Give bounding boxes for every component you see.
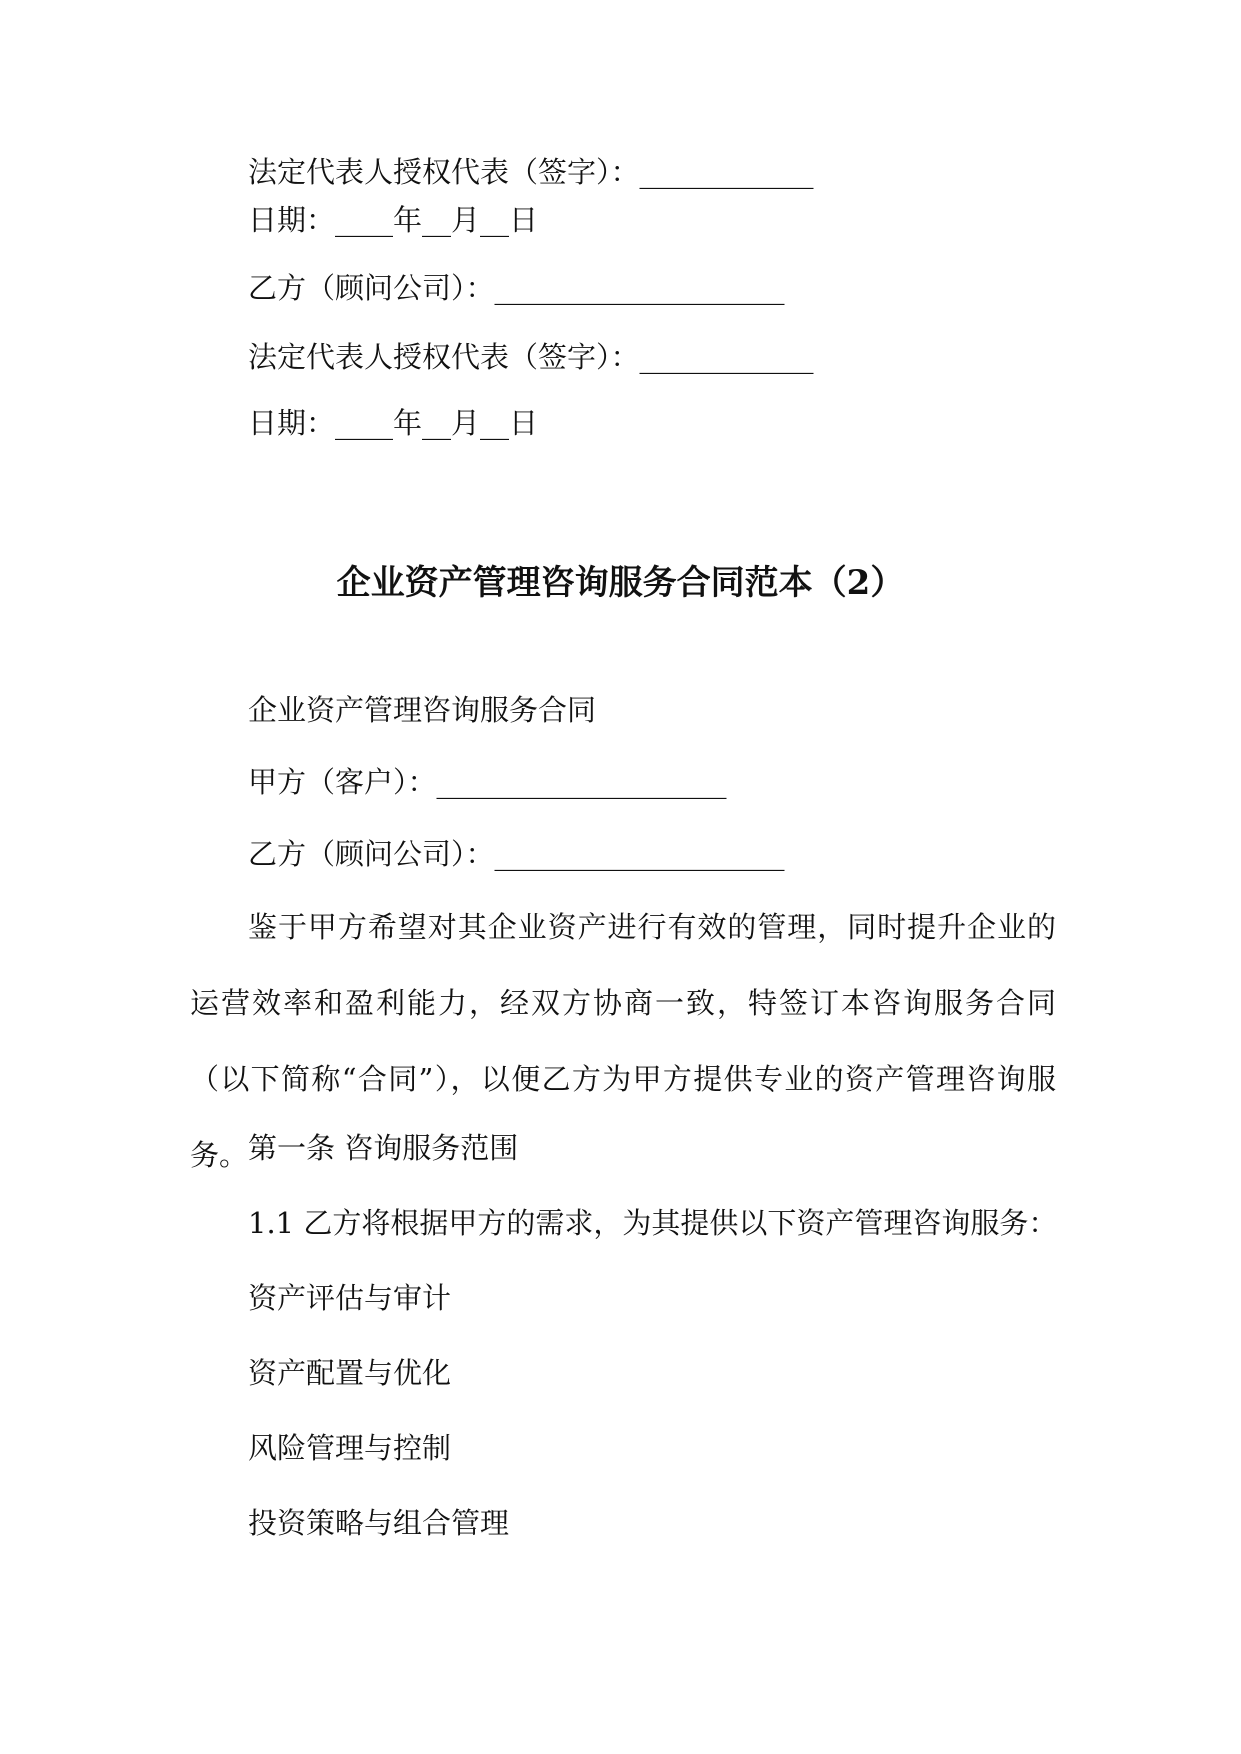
contract-name: 企业资产管理咨询服务合同 <box>248 693 597 727</box>
article-1-title: 第一条 咨询服务范围 <box>248 1131 519 1165</box>
signature-line-a-date: 日期：____年__月__日 <box>248 203 539 237</box>
clause-1-1: 1.1 乙方将根据甲方的需求，为其提供以下资产管理咨询服务： <box>248 1206 1058 1240</box>
service-item: 投资策略与组合管理 <box>248 1506 510 1540</box>
signature-line-party-b: 乙方（顾问公司）：____________________ <box>248 271 785 305</box>
party-b-line: 乙方（顾问公司）：____________________ <box>248 837 785 871</box>
service-item: 风险管理与控制 <box>248 1431 452 1465</box>
signature-line-b-date: 日期：____年__月__日 <box>248 406 539 440</box>
signature-line-a-representative: 法定代表人授权代表（签字）：____________ <box>248 155 814 189</box>
service-item: 资产评估与审计 <box>248 1281 452 1315</box>
signature-line-b-representative: 法定代表人授权代表（签字）：____________ <box>248 340 814 374</box>
service-item: 资产配置与优化 <box>248 1356 452 1390</box>
contract-preamble: 鉴于甲方希望对其企业资产进行有效的管理，同时提升企业的运营效率和盈利能力，经双方协商一致，特签订本咨询服务合同（以下简称“合同”），以便乙方为甲方提供专业的资产管理咨询服务。 <box>190 910 1056 1172</box>
party-a-line: 甲方（客户）：____________________ <box>248 765 727 799</box>
section-title: 企业资产管理咨询服务合同范本（2） <box>336 563 905 603</box>
